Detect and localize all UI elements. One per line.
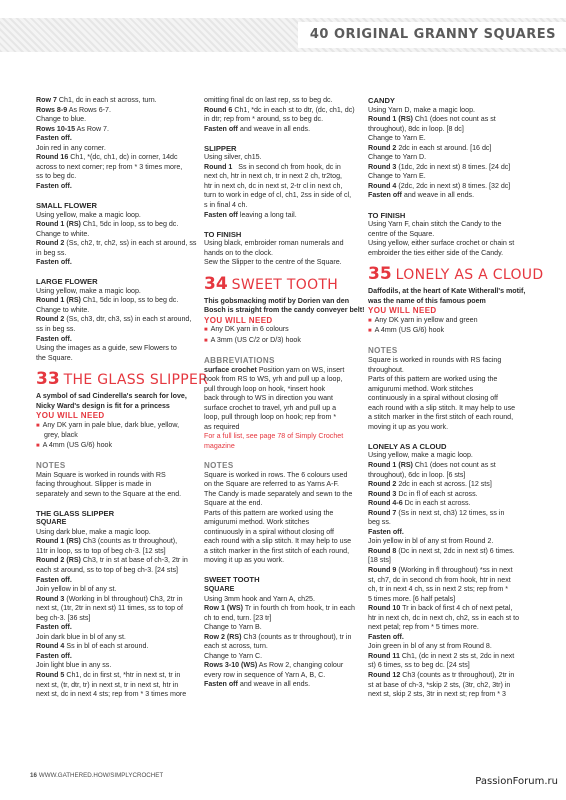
text-line: Using dark blue, make a magic loop. bbox=[36, 527, 151, 536]
materials-item: ■ A 3mm (US C/2 or D/3) hook bbox=[204, 336, 355, 347]
text-line: continuously in a spiral without closing off bbox=[204, 527, 334, 536]
text-line: facing throughout. Slipper is made in bbox=[36, 480, 152, 489]
text-line: Fasten off. bbox=[368, 527, 404, 536]
section-heading: LARGE FLOWER bbox=[36, 277, 98, 287]
section-heading: THE GLASS SLIPPER bbox=[36, 508, 115, 518]
text-line: next st, skip 2 sts, 3tr in next st; rep from * 3 bbox=[368, 690, 506, 699]
text-line: next st, (tr, dtr, tr) in next st, tr in next st, htr in bbox=[36, 680, 179, 689]
text-line: across to next corner; rep from * 3 times more, bbox=[36, 162, 183, 171]
text-line: ch to end, turn. [23 tr] bbox=[204, 613, 272, 622]
text-line: st at base of ch-3, *skip 2 sts, (3tr, ch2, 3tr) in bbox=[368, 680, 511, 689]
page-title: 40 ORIGINAL GRANNY SQUARES bbox=[298, 22, 566, 48]
text-line: each round with a slip stitch. It may help to use bbox=[368, 403, 516, 412]
text-line: Rows 8-9 As Rows 6-7. bbox=[36, 105, 111, 114]
text-line: turn to work in edge of cl, ch1, 2ss in side of cl, bbox=[204, 191, 352, 200]
text-line: moving it up as you work. bbox=[368, 422, 449, 431]
text-line: each round with a slip stitch. It may help to use bbox=[204, 537, 352, 546]
text-line: Round 3 (1dc, 2dc in next st) 8 times. [24 dc] bbox=[368, 162, 511, 171]
intro-line: Bosch is straight from the candy conveyer belt! bbox=[204, 306, 365, 315]
pattern-35-header bbox=[368, 264, 544, 285]
section-heading: CANDY bbox=[368, 96, 396, 105]
text-line: a stitch marker in the first stitch of each round, bbox=[204, 546, 350, 555]
text-line: Round 1 (RS) Ch1, 5dc in loop, ss to beg dc. bbox=[36, 296, 179, 305]
text-line: beg ch-3. [36 sts] bbox=[36, 613, 91, 622]
text-line: every row in sequence of Yarn A, B, C. bbox=[204, 670, 326, 679]
text-line: Round 1 (RS) Ch1 (does not count as st bbox=[368, 115, 496, 124]
text-line: embroider the ties either side of the Candy. bbox=[368, 248, 504, 257]
text-line: throughout), 8dc in loop. [8 dc] bbox=[368, 124, 464, 133]
pattern-33-header bbox=[36, 369, 209, 390]
text-line: throughout. bbox=[368, 365, 404, 374]
text-line: 5 times more. [6 half petals] bbox=[368, 594, 456, 603]
text-line: a stitch marker in the first stitch of each round, bbox=[368, 413, 514, 422]
text-line: Change to blue. bbox=[36, 115, 87, 124]
text-line: Fasten off. bbox=[36, 258, 72, 267]
text-line: amigurumi method. Work stitches bbox=[204, 518, 310, 527]
text-line: htr in next ch, dc in next st, 2-tr cl in next ch, bbox=[204, 181, 343, 190]
text-line: Parts of this pattern are worked using the bbox=[204, 508, 334, 517]
text-line: Round 1 (RS) Ch1 (does not count as st bbox=[368, 461, 496, 469]
text-line: Join light blue in any ss. bbox=[36, 661, 112, 670]
footer-url[interactable]: WWW.GATHERED.HOW/SIMPLYCROCHET bbox=[38, 772, 164, 779]
text-line: Change to Yarn E. bbox=[368, 172, 426, 181]
text-line: in beg ss. bbox=[36, 248, 67, 257]
text-line: Round 9 (Working in fl throughout) *ss in next bbox=[368, 566, 513, 575]
text-line: beg ss. bbox=[368, 518, 391, 527]
notes-heading: NOTES bbox=[36, 461, 66, 470]
text-line: Square is worked in rows. The 6 colours used bbox=[204, 470, 348, 479]
text-line: Round 11 Ch1, (dc in next 2 sts st, 2dc in next bbox=[368, 651, 515, 660]
text-line: st, ch7, dc in second ch from hook, htr in next bbox=[368, 575, 511, 584]
text-line: omitting final dc on last rep, ss to beg dc. bbox=[204, 96, 333, 104]
text-line: Using 3mm hook and Yarn A, ch25. bbox=[204, 594, 315, 603]
text-line: Fasten off and weave in all ends. bbox=[204, 124, 311, 133]
text-line: Sew the Slipper to the centre of the Square. bbox=[204, 258, 342, 267]
text-line: Round 8 (Dc in next st, 2dc in next st) 6 times. bbox=[368, 546, 515, 555]
text-line: the Square. bbox=[36, 353, 73, 362]
materials-item: ■ A 4mm (US G/6) hook bbox=[36, 441, 187, 452]
text-line: next st, dc in next 4 sts; rep from * 3 times more bbox=[36, 690, 187, 699]
text-line: next st, (1tr, 2tr in next st) 11 times, ss to top of bbox=[36, 604, 183, 613]
intro-line: was the name of this famous poem bbox=[368, 296, 486, 305]
text-line: Join red in any corner. bbox=[36, 143, 106, 152]
text-line: Using yellow, make a magic loop. bbox=[36, 210, 141, 219]
pattern-number: 35 bbox=[368, 264, 392, 285]
text-line: The Candy is made separately and sewn to the bbox=[204, 489, 353, 498]
text-line: Fasten off leaving a long tail. bbox=[204, 210, 297, 219]
section-heading: LONELY AS A CLOUD bbox=[368, 441, 447, 451]
pattern-34-header bbox=[204, 275, 355, 294]
text-line: Change to Yarn D. bbox=[368, 153, 427, 162]
text-line: Change to Yarn E. bbox=[368, 134, 426, 143]
text-line: Change to Yarn B. bbox=[204, 623, 262, 632]
text-line: Join dark blue in bl of any st. bbox=[36, 632, 126, 641]
text-line: Round 4-6 Dc in each st across. bbox=[368, 499, 471, 508]
section-heading: SMALL FLOWER bbox=[36, 200, 98, 210]
text-line: each st around, ss to top of beg ch-3. [24 sts] bbox=[36, 565, 178, 574]
text-line: Using black, embroider roman numerals and bbox=[204, 239, 344, 248]
materials-item: ■ Any DK yarn in 6 colours bbox=[204, 325, 355, 336]
text-line: each st across, turn. bbox=[204, 642, 268, 651]
pattern-title: LONELY AS A CLOUD bbox=[395, 267, 544, 284]
text-line: centre of the Square. bbox=[368, 229, 435, 238]
text-line: on the Square are referred to as Yarns A-F. bbox=[204, 480, 339, 489]
pattern-number: 34 bbox=[204, 273, 228, 294]
section-heading: TO FINISH bbox=[204, 229, 242, 239]
text-line: Fasten off and weave in all ends. bbox=[368, 191, 475, 200]
text-line: Round 2 (Ss, ch2, tr, ch2, ss) in each st around, ss bbox=[36, 239, 197, 248]
text-line: Rows 10-15 As Row 7. bbox=[36, 124, 109, 133]
text-line: Change to white. bbox=[36, 305, 90, 314]
intro-line: Nicky Ward's design is fit for a princess bbox=[36, 401, 170, 410]
text-line: Main Square is worked in rounds with RS bbox=[36, 470, 166, 479]
text-line: Using yellow, either surface crochet or chain st bbox=[368, 239, 515, 248]
text-line: Fasten off. bbox=[36, 575, 72, 584]
text-line: Round 2 (RS) Ch3, tr in st at base of ch-3, 2tr in bbox=[36, 556, 188, 565]
text-line: separately and sewn to the Square at the end. bbox=[36, 489, 182, 498]
text-line: pull through loop on hook, *insert hook bbox=[204, 384, 326, 393]
reference-line: magazine bbox=[204, 441, 235, 450]
text-line: Join yellow in bl of any st. bbox=[36, 585, 117, 594]
text-line: amigurumi method. Work stitches bbox=[368, 384, 474, 393]
text-line: Join green in bl of any st from Round 8. bbox=[368, 642, 492, 651]
text-line: [18 sts] bbox=[368, 556, 391, 565]
text-line: Round 12 Ch3 (counts as tr throughout), 2tr in bbox=[368, 671, 515, 680]
text-line: surface crochet to travel, yrh and pull up a bbox=[204, 403, 337, 412]
materials-item: ■ A 4mm (US G/6) hook bbox=[368, 326, 528, 337]
subsection-heading: SQUARE bbox=[204, 585, 235, 594]
text-line: next petal; rep from * 5 times more. bbox=[368, 623, 479, 632]
reference-line: For a full list, see page 78 of Simply Crochet bbox=[204, 432, 344, 441]
text-line: Using silver, ch15. bbox=[204, 153, 262, 162]
text-line: Using Yarn F, chain stitch the Candy to the bbox=[368, 220, 502, 229]
text-line: 11tr in loop, ss to top of beg ch-3. [12 sts] bbox=[36, 546, 166, 555]
text-line: Fasten off. bbox=[36, 651, 72, 660]
text-line: Round 7 (Ss in next st, ch3) 12 times, ss in bbox=[368, 508, 505, 517]
text-line: in dtr; rep from * around, ss to beg dc. bbox=[204, 115, 324, 124]
text-line: Row 2 (RS) Ch3 (counts as tr throughout), tr in bbox=[204, 632, 352, 641]
text-line: Fasten off. bbox=[36, 623, 72, 632]
text-line: Round 2 (Ss, ch3, dtr, ch3, ss) in each st around, bbox=[36, 315, 192, 324]
text-line: Round 16 Ch1, *(dc, ch1, dc) in corner, 14dc bbox=[36, 153, 178, 162]
text-line: ss in beg ss. bbox=[36, 325, 76, 334]
text-line: Row 7 Ch1, dc in each st across, turn. bbox=[36, 96, 157, 104]
watermark: PassionForum.ru bbox=[475, 776, 558, 787]
text-line: s in final 4 ch. bbox=[204, 200, 248, 209]
materials-item: ■ Any DK yarn in yellow and green bbox=[368, 316, 528, 327]
text-line: Fasten off. bbox=[36, 181, 72, 190]
intro-line: Daffodils, at the heart of Kate Witherall's motif, bbox=[368, 287, 526, 296]
text-line: hook from RS to WS, yrh and pull up a loop, bbox=[204, 375, 343, 384]
section-heading: SLIPPER bbox=[204, 143, 237, 153]
text-line: Round 5 Ch1, dc in first st, *htr in next st, tr in bbox=[36, 670, 181, 679]
text-line: Rows 3-10 (WS) As Row 2, changing colour bbox=[204, 661, 344, 670]
text-line: Round 6 Ch1, *dc in each st to dtr, (dc, ch1, dc) bbox=[204, 105, 355, 114]
section-heading: SWEET TOOTH bbox=[204, 575, 260, 585]
text-line: Fasten off. bbox=[36, 334, 72, 343]
text-line: surface crochet Position yarn on WS, insert bbox=[204, 365, 345, 374]
text-line: throughout), 6dc in loop. [6 sts] bbox=[368, 470, 466, 479]
you-will-need-heading: YOU WILL NEED bbox=[36, 411, 105, 421]
text-line: Round 2 2dc in each st across. [12 sts] bbox=[368, 480, 492, 489]
text-line: Change to white. bbox=[36, 229, 90, 238]
text-line: hands on to the clock. bbox=[204, 248, 274, 257]
text-line: Using yellow, make a magic loop. bbox=[36, 286, 141, 295]
text-line: Fasten off. bbox=[368, 632, 404, 641]
text-line: ss to beg dc. bbox=[36, 172, 77, 181]
materials-item-cont: grey, black bbox=[44, 431, 78, 440]
text-line: continuously in a spiral without closing off bbox=[368, 394, 498, 403]
text-line: next ch, htr in next ch, tr in next 2 ch, tr2tog, bbox=[204, 172, 343, 181]
text-line: Using Yarn D, make a magic loop. bbox=[368, 105, 475, 114]
text-line: Join yellow in bl of any st from Round 2. bbox=[368, 537, 494, 546]
text-line: Round 4 (2dc, 2dc in next st) 8 times. [32 dc] bbox=[368, 181, 511, 190]
text-line: Change to Yarn C. bbox=[204, 651, 263, 660]
column-3 bbox=[368, 96, 544, 700]
text-line: Round 3 (Working in bl throughout) Ch3, 2tr in bbox=[36, 594, 183, 603]
text-line: Square is worked in rounds with RS facing bbox=[368, 356, 502, 365]
text-line: Round 1 (RS) Ch3 (counts as tr throughout), bbox=[36, 537, 178, 546]
text-line: Round 1 (RS) Ch1, 5dc in loop, ss to beg dc. bbox=[36, 220, 179, 229]
section-heading: TO FINISH bbox=[368, 210, 406, 220]
intro-line: A symbol of sad Cinderella's search for love, bbox=[36, 392, 187, 401]
text-line: Round 1 Ss in second ch from hook, dc in bbox=[204, 162, 341, 171]
text-line: back through to WS in direction you want bbox=[204, 394, 333, 403]
pattern-title: SWEET TOOTH bbox=[231, 276, 339, 293]
text-line: ch, tr in next 4 ch, ss in next 2 sts; rep from * bbox=[368, 585, 508, 594]
subsection-heading: SQUARE bbox=[36, 518, 67, 527]
notes-heading: NOTES bbox=[368, 346, 398, 356]
text-line: st) 6 times, ss to beg dc. [24 sts] bbox=[368, 661, 470, 670]
text-line: moving it up as you work. bbox=[204, 556, 285, 565]
text-line: Round 10 Tr in back of first 4 ch of next petal, bbox=[368, 604, 513, 613]
you-will-need-heading: YOU WILL NEED bbox=[204, 315, 273, 325]
text-line: Using yellow, make a magic loop. bbox=[368, 451, 473, 460]
text-line: Round 3 Dc in fl of each st across. bbox=[368, 489, 478, 498]
text-line: Round 4 Ss in bl of each st around. bbox=[36, 642, 149, 651]
footer-page-url bbox=[30, 772, 163, 779]
column-2 bbox=[204, 96, 365, 690]
pattern-title: THE GLASS SLIPPER bbox=[63, 372, 209, 389]
notes-heading: NOTES bbox=[204, 460, 234, 470]
materials-item: ■ Any DK yarn in pale blue, dark blue, yellow, bbox=[36, 421, 187, 432]
text-line: Row 1 (WS) Tr in fourth ch from hook, tr in each bbox=[204, 604, 355, 613]
text-line: loop, pull through loop on hook; rep from * bbox=[204, 413, 337, 422]
text-line: as required bbox=[204, 422, 240, 431]
text-line: Square at the end. bbox=[204, 499, 263, 508]
text-line: Fasten off and weave in all ends. bbox=[204, 680, 311, 689]
pattern-number: 33 bbox=[36, 369, 60, 390]
text-line: Round 2 2dc in each st around. [16 dc] bbox=[368, 143, 492, 152]
text-line: htr in next ch, dc in next ch, ch2, ss in each st to bbox=[368, 613, 520, 622]
abbreviations-heading: ABBREVIATIONS bbox=[204, 355, 275, 365]
text-line: Parts of this pattern are worked using the bbox=[368, 375, 498, 384]
text-line: Fasten off. bbox=[36, 134, 72, 143]
column-1 bbox=[36, 96, 209, 700]
intro-line: This gobsmacking motif by Dorien van den bbox=[204, 296, 350, 305]
page-number: 16 bbox=[30, 772, 37, 779]
you-will-need-heading: YOU WILL NEED bbox=[368, 306, 437, 316]
text-line: Using the images as a guide, sew Flowers to bbox=[36, 344, 177, 353]
